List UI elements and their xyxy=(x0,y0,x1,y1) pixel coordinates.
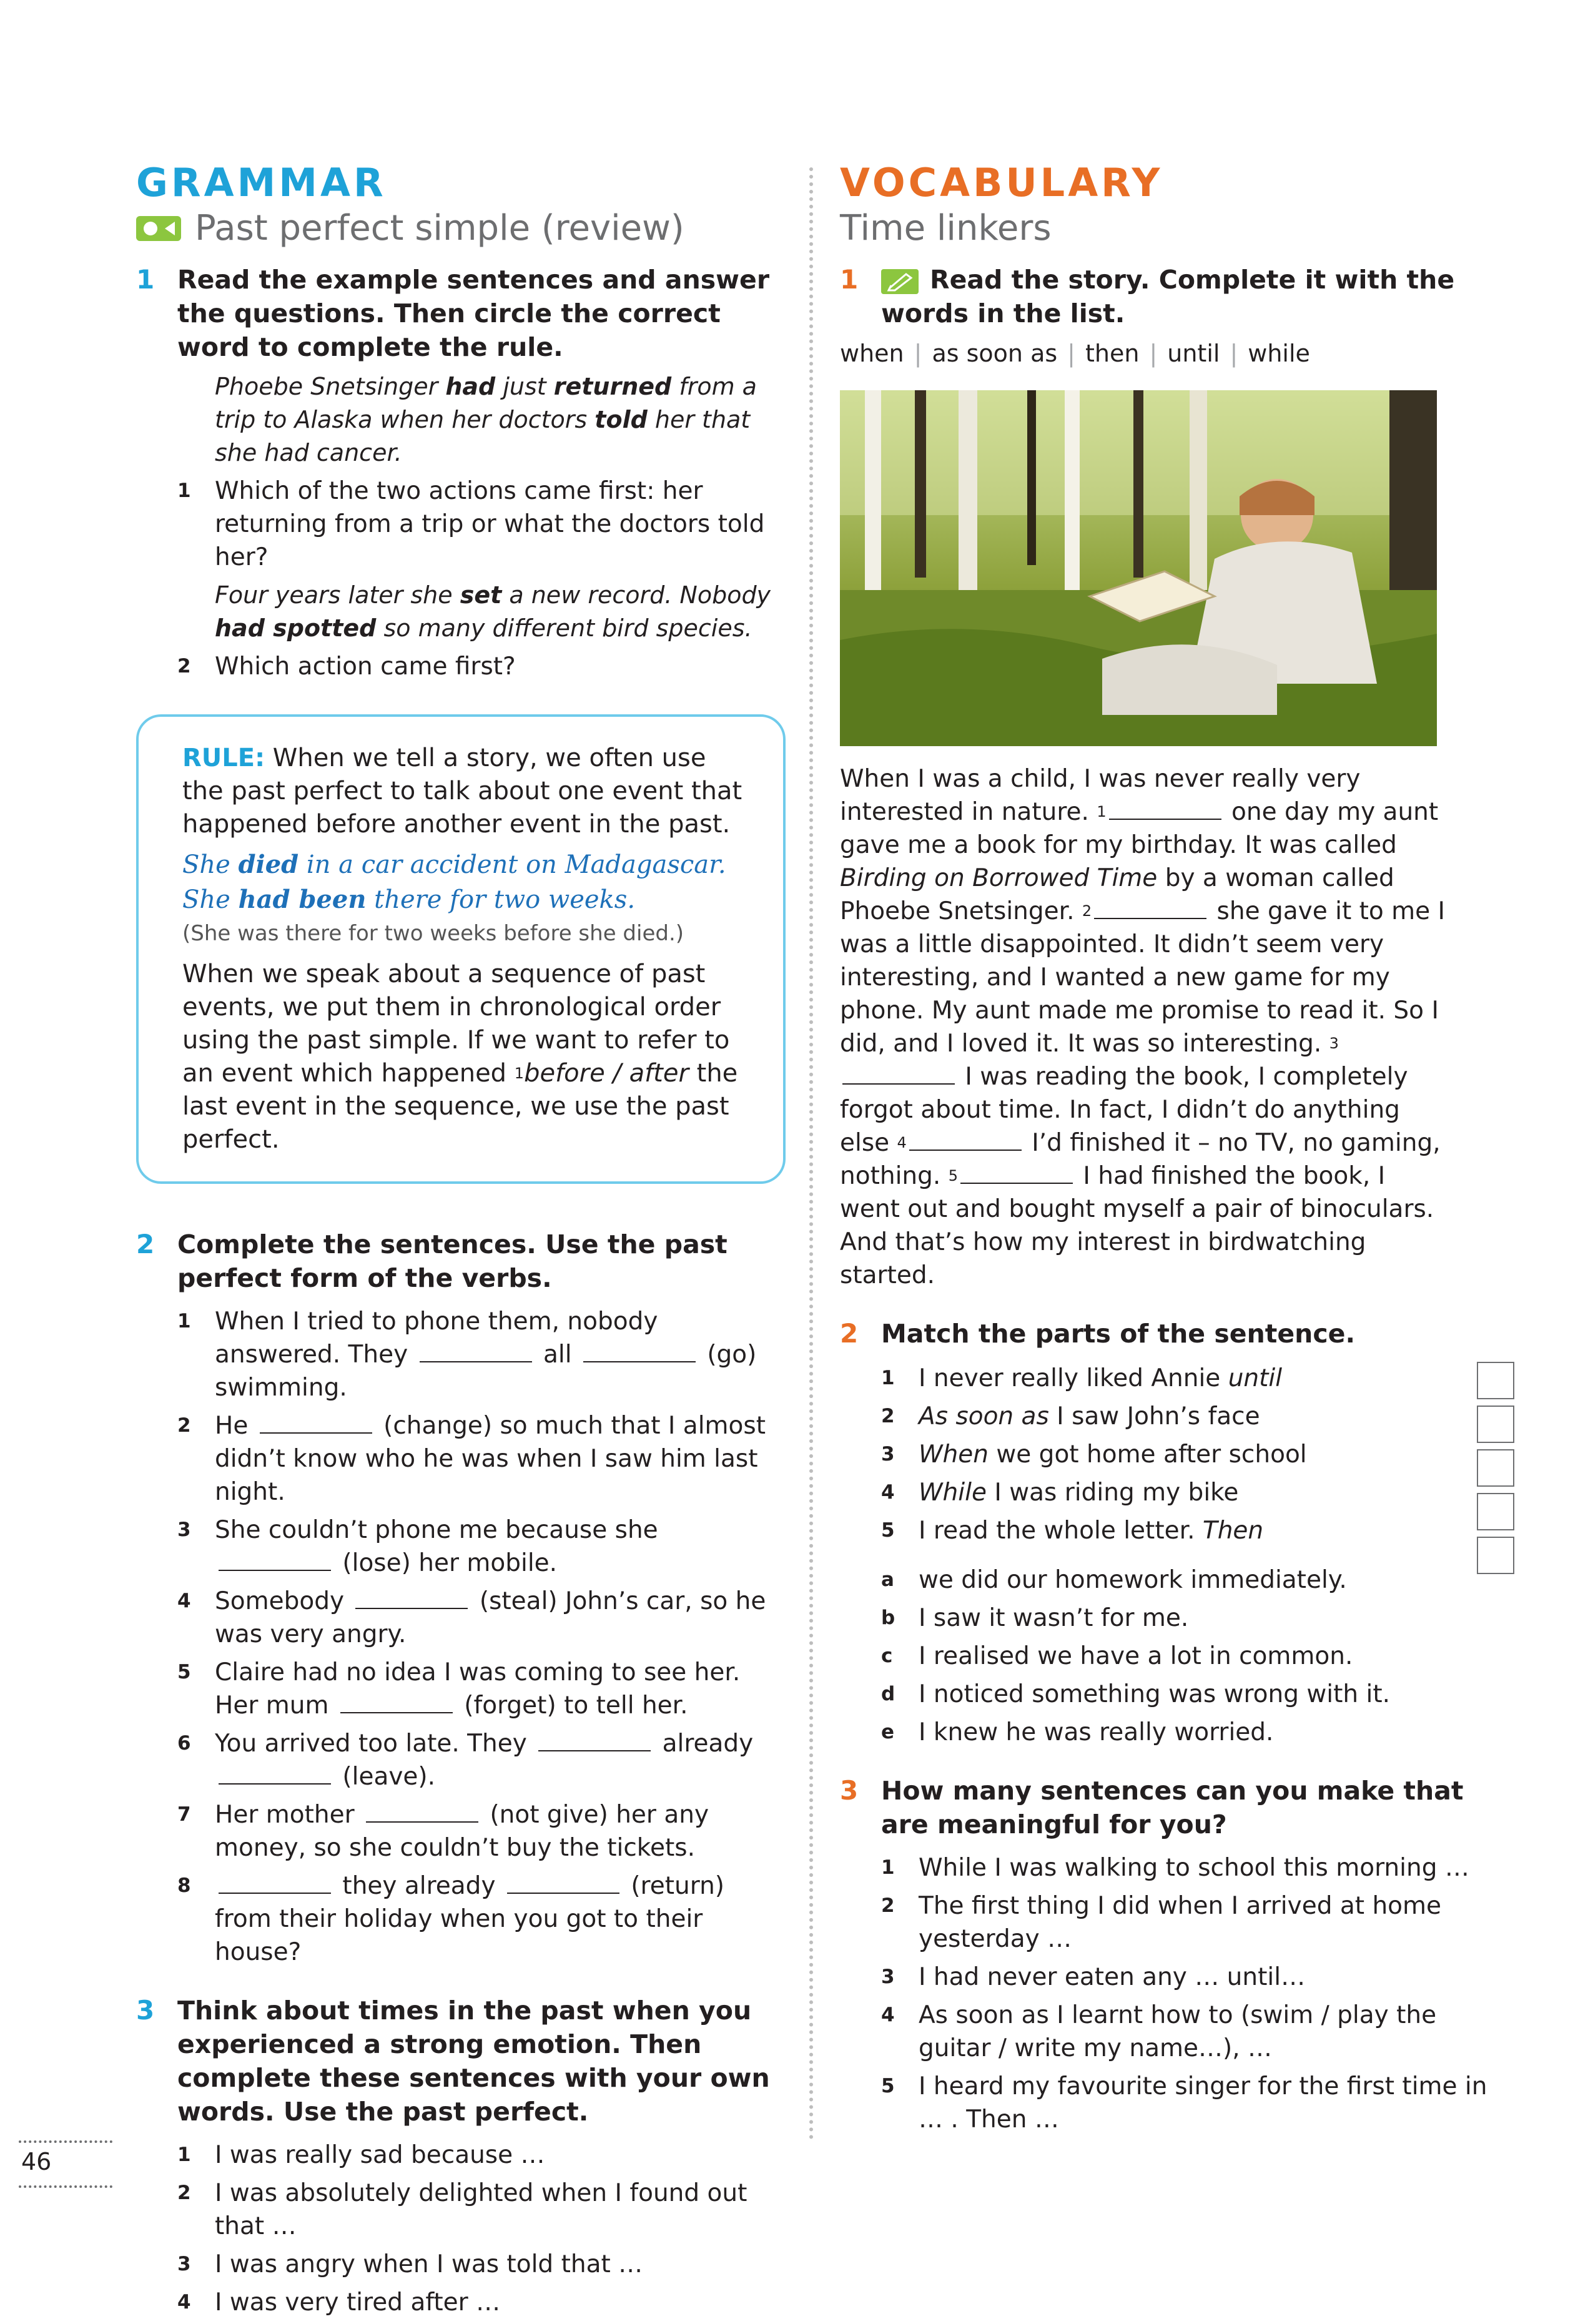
grammar-exercise-2 xyxy=(136,1228,786,1969)
list-item: 2 I was absolutely delighted when I found out that … xyxy=(177,2179,747,2241)
column-divider xyxy=(809,167,813,2140)
list-item: 8 they already (return) from their holiday when you got to their house? xyxy=(177,1872,724,1967)
rule-example: She died in a car accident on Madagascar. xyxy=(182,850,726,880)
list-item: 4 Somebody (steal) John’s car, so he was very angry. xyxy=(177,1587,766,1649)
grammar-exercise-3 xyxy=(136,1994,786,2319)
grammar-exercise-1 xyxy=(136,263,786,683)
list-item: 3 When we got home after school xyxy=(881,1440,1307,1469)
vocabulary-exercise-3 xyxy=(840,1774,1489,2136)
list-item: 4 I was very tired after … xyxy=(177,2288,501,2317)
word-chip: when xyxy=(840,340,904,368)
exercise-heading: Read the story. Complete it with the words in the list. xyxy=(881,265,1455,329)
answer-blank[interactable] xyxy=(219,1569,331,1571)
exercise-heading: Match the parts of the sentence. xyxy=(881,1319,1356,1349)
question-item: 1 Which of the two actions came first: her returning from a trip or what the doctors told her? xyxy=(177,477,765,572)
grammar-column xyxy=(136,160,786,2324)
word-list: when | as soon as | then | until | while xyxy=(840,340,1310,368)
answer-blank[interactable] xyxy=(219,1892,331,1894)
vocabulary-title: VOCABULARY xyxy=(840,160,1163,205)
video-camera-icon xyxy=(136,216,181,241)
story-text: When I was a child, I was never really very interested in nature. $^1$ one day my aunt gave me a book for my birthday. It was called Birding on Borrowed Time by a woman called Phoebe Snetsinger. $^2$ she gave it to me I was a little disappointed. It didn’t seem very interesting, and I wanted a new game for my phone. My aunt made me promise to read it. So I did, and I loved it. It was so interesting. $^3$ I was reading the book, I completely forgot about time. In fact, I didn’t do anything else $^4$ I’d finished it – no TV, no gaming, nothing. $^5$ I had finished the book, I went out and bought myself a pair of binoculars. And that’s how my interest in birdwatching started. xyxy=(840,765,1446,1290)
answer-blank[interactable] xyxy=(355,1607,468,1609)
list-item: 7 Her mother (not give) her any money, so she couldn’t buy the tickets. xyxy=(177,1801,709,1863)
answer-blank[interactable] xyxy=(909,1149,1022,1151)
rule-box xyxy=(136,714,786,1184)
list-item: b I saw it wasn’t for me. xyxy=(881,1604,1189,1633)
list-item: 3 I had never eaten any … until… xyxy=(881,1963,1306,1992)
rule-note: (She was there for two weeks before she died.) xyxy=(182,921,684,947)
vocabulary-column xyxy=(840,160,1489,2141)
answer-blank[interactable] xyxy=(538,1750,651,1751)
answer-blank[interactable] xyxy=(1109,818,1221,820)
list-item: 1 I never really liked Annie until xyxy=(881,1364,1283,1393)
list-item: 1 When I tried to phone them, nobody answered. They all (go) swimming. xyxy=(177,1307,757,1402)
exercise-heading: Think about times in the past when you experienced a strong emotion. Then complete these sentences with your own words. Use the past perfect. xyxy=(177,1996,770,2127)
list-item: 4 As soon as I learnt how to (swim / play the guitar / write my name…), … xyxy=(881,2001,1437,2063)
word-chip: then xyxy=(1085,340,1140,368)
list-item: 2 The first thing I did when I arrived at home yesterday … xyxy=(881,1892,1442,1954)
page-number-rule-bottom xyxy=(19,2185,112,2188)
list-item: 3 She couldn’t phone me because she (lose) her mobile. xyxy=(177,1516,658,1578)
list-item: 2 He (change) so much that I almost didn’t know who he was when I saw him last night. xyxy=(177,1412,766,1507)
vocabulary-exercise-2 xyxy=(840,1317,1489,1749)
exercise-number: 1 xyxy=(136,264,155,295)
exercise-number: 2 xyxy=(840,1318,859,1349)
answer-blank[interactable] xyxy=(366,1821,478,1823)
list-item: 5 I heard my favourite singer for the first time in … . Then … xyxy=(881,2072,1487,2134)
list-item: 4 While I was riding my bike xyxy=(881,1479,1239,1507)
exercise-number: 3 xyxy=(840,1775,859,1806)
question-item: 2 Which action came first? xyxy=(177,652,516,681)
grammar-title: GRAMMAR xyxy=(136,160,387,205)
list-item: 5 Claire had no idea I was coming to see her. Her mum (forget) to tell her. xyxy=(177,1658,741,1720)
list-item: 1 While I was walking to school this morning … xyxy=(881,1854,1469,1883)
list-item: 1 I was really sad because … xyxy=(177,2141,545,2170)
list-item: 2 As soon as I saw John’s face xyxy=(881,1402,1260,1431)
grammar-subtitle-row xyxy=(136,207,786,249)
list-item: a we did our homework immediately. xyxy=(881,1566,1347,1595)
list-item: 3 I was angry when I was told that … xyxy=(177,2250,643,2279)
exercise-heading: Complete the sentences. Use the past perfect form of the verbs. xyxy=(177,1229,727,1294)
list-item: e I knew he was really worried. xyxy=(881,1718,1274,1747)
exercise-heading: How many sentences can you make that are meaningful for you? xyxy=(881,1776,1464,1840)
vocabulary-exercise-1 xyxy=(840,263,1489,330)
rule-example: She had been there for two weeks. xyxy=(182,885,636,915)
answer-blank[interactable] xyxy=(260,1432,372,1434)
pencil-icon xyxy=(881,269,919,294)
word-chip: until xyxy=(1167,340,1220,368)
exercise-number: 2 xyxy=(136,1229,155,1260)
answer-blank[interactable] xyxy=(219,1783,331,1785)
page-number: 46 xyxy=(21,2148,52,2175)
circle-choice[interactable]: before / after xyxy=(524,1059,689,1088)
boy-reading-photo xyxy=(840,390,1437,746)
exercise-heading: Read the example sentences and answer the questions. Then circle the correct word to complete the rule. xyxy=(177,265,770,363)
answer-blank[interactable] xyxy=(842,1083,955,1085)
rule-text-2: When we speak about a sequence of past events, we put them in chronological order using the past simple. If we want to refer to an event which happened $^1$before / after the last event in the sequence, we use the past perfect. xyxy=(182,960,738,1155)
answer-blank[interactable] xyxy=(507,1892,619,1894)
list-item: d I noticed something was wrong with it. xyxy=(881,1680,1391,1709)
answer-blank[interactable] xyxy=(583,1361,696,1362)
grammar-subtitle: Past perfect simple (review) xyxy=(195,208,684,249)
word-chip: while xyxy=(1248,340,1310,368)
exercise-number: 1 xyxy=(840,264,859,295)
answer-blank[interactable] xyxy=(340,1711,453,1713)
list-item: 6 You arrived too late. They already (leave). xyxy=(177,1730,754,1791)
page-number-rule-top xyxy=(19,2140,112,2143)
list-item: c I realised we have a lot in common. xyxy=(881,1642,1353,1671)
list-item: 5 I read the whole letter. Then xyxy=(881,1517,1264,1545)
answer-blank[interactable] xyxy=(960,1182,1073,1184)
word-chip: as soon as xyxy=(932,340,1058,368)
exercise-number: 3 xyxy=(136,1995,155,2026)
answer-blank[interactable] xyxy=(420,1361,532,1362)
answer-blank[interactable] xyxy=(1094,917,1206,919)
rule-text: RULE: When we tell a story, we often use the past perfect to talk about one event that happened before another event in the past. xyxy=(182,744,742,839)
vocabulary-subtitle: Time linkers xyxy=(840,208,1052,249)
example-sentence: Phoebe Snetsinger had just returned from a trip to Alaska when her doctors told her that she had cancer. xyxy=(215,373,757,467)
example-sentence: Four years later she set a new record. Nobody had spotted so many different bird species. xyxy=(215,581,771,643)
